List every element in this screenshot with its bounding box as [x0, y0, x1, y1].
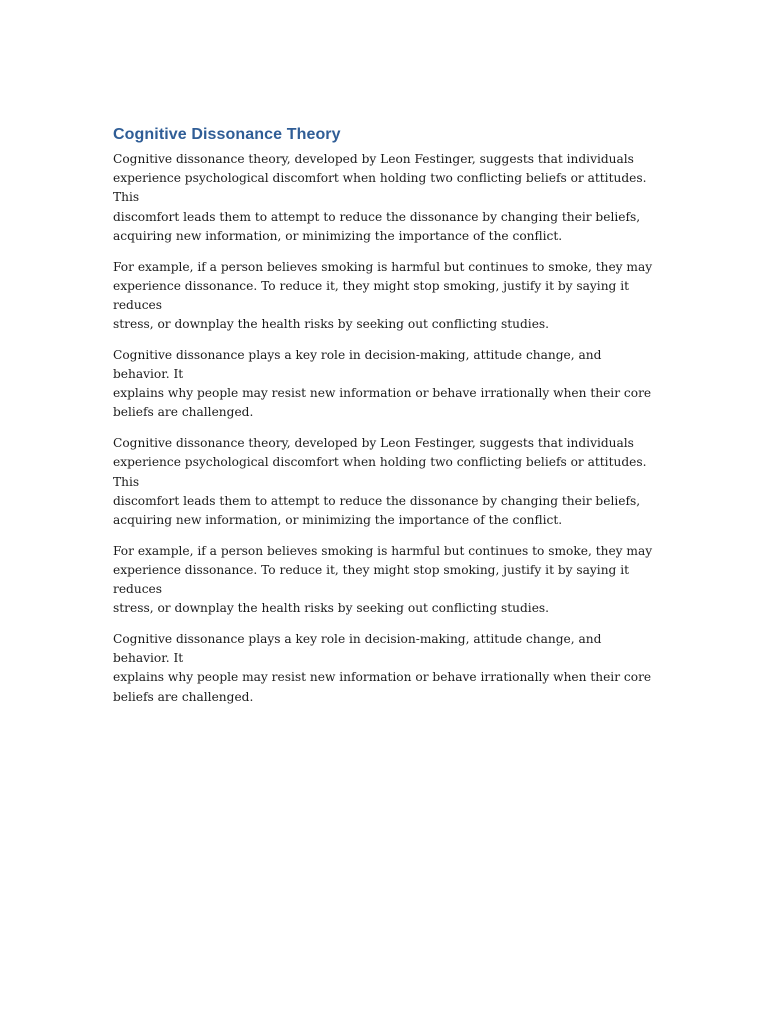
document-body — [113, 124, 658, 718]
paragraph: For example, if a person believes smoking is harmful but continues to smoke, they may experience dissonance. To reduce it, they might stop smoking, justify it by saying it reduces stress, or downplay the health risks by seeking out conflicting studies. — [113, 259, 653, 332]
paragraph: Cognitive dissonance plays a key role in decision-making, attitude change, and behavior. It explains why people may resist new information or behave irrationally when their core beliefs are challenged. — [113, 631, 652, 704]
paragraph: Cognitive dissonance theory, developed by Leon Festinger, suggests that individuals experience psychological discomfort when holding two conflicting beliefs or attitudes. This discomfort leads them to attempt to reduce the dissonance by changing their beliefs, acquiring new information, or minimizing the importance of the conflict. — [113, 152, 647, 243]
paragraph: For example, if a person believes smoking is harmful but continues to smoke, they may experience dissonance. To reduce it, they might stop smoking, justify it by saying it reduces stress, or downplay the health risks by seeking out conflicting studies. — [113, 543, 653, 616]
paragraph: Cognitive dissonance plays a key role in decision-making, attitude change, and behavior. It explains why people may resist new information or behave irrationally when their core beliefs are challenged. — [113, 347, 652, 420]
paragraph: Cognitive dissonance theory, developed by Leon Festinger, suggests that individuals experience psychological discomfort when holding two conflicting beliefs or attitudes. This discomfort leads them to attempt to reduce the dissonance by changing their beliefs, acquiring new information, or minimizing the importance of the conflict. — [113, 436, 647, 527]
document-heading: Cognitive Dissonance Theory — [113, 126, 341, 143]
